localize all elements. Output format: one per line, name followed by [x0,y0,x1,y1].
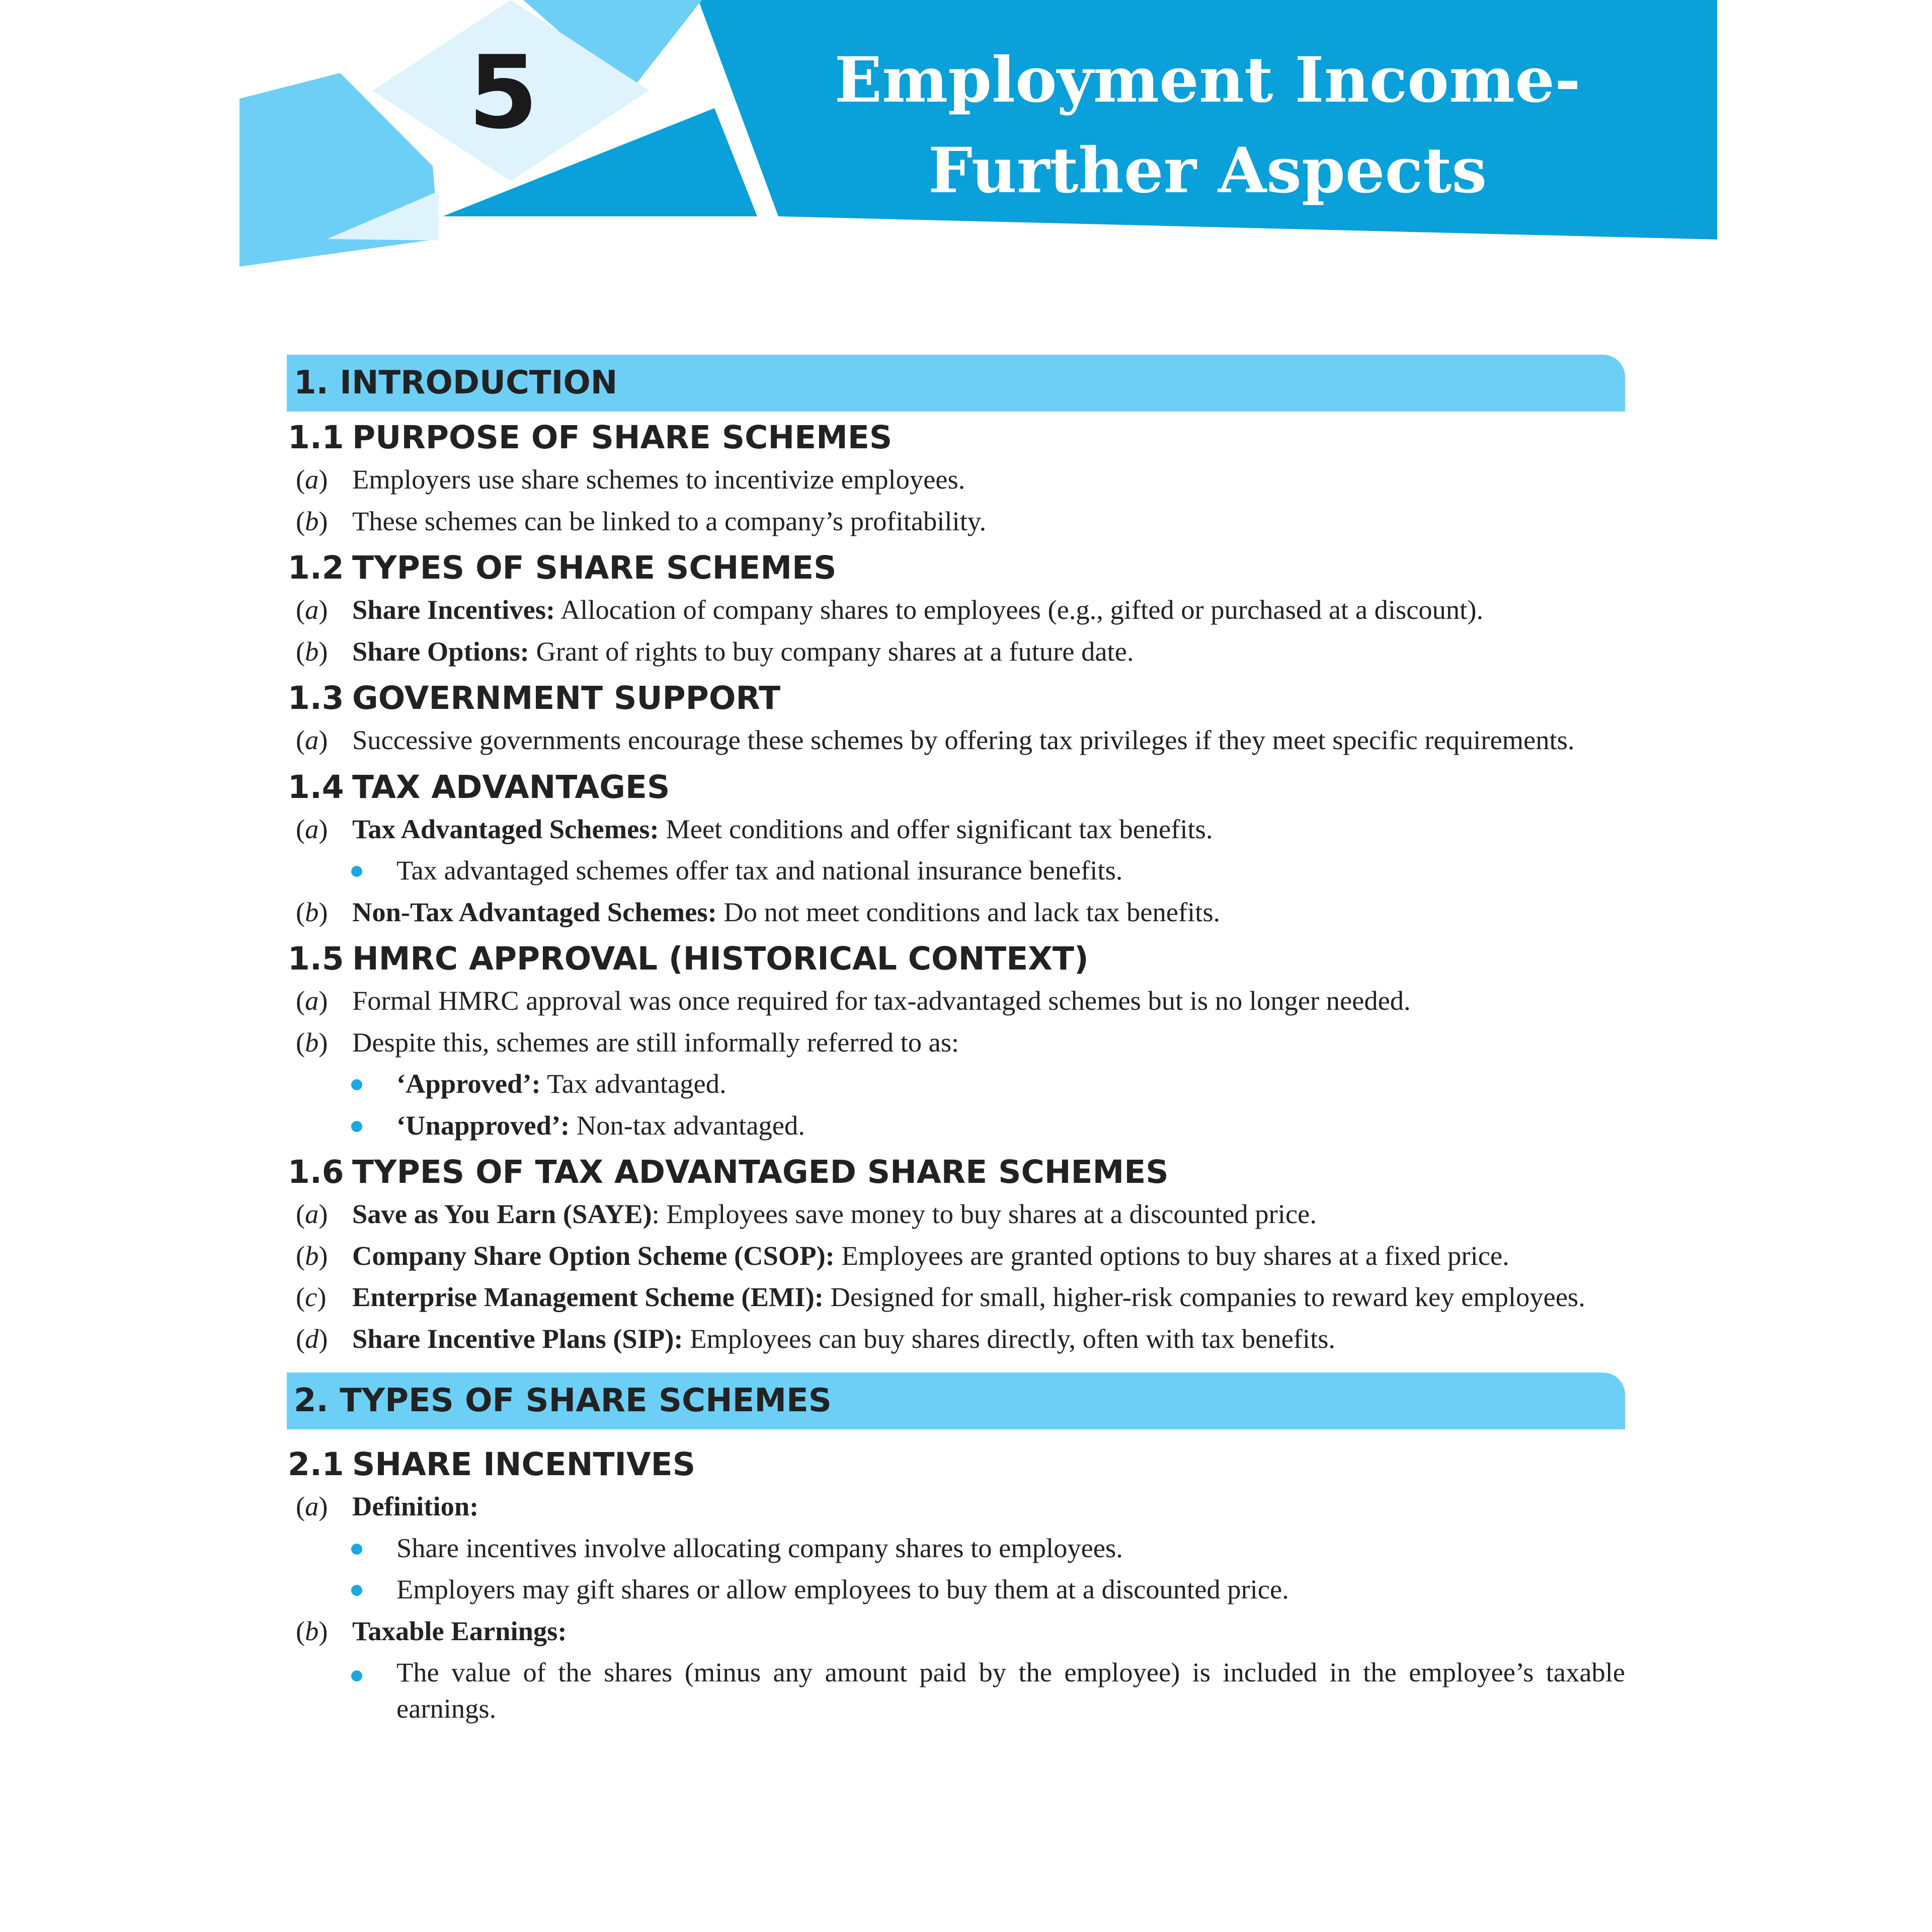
page-content [287,355,1625,1727]
subheading-title: PURPOSE OF SHARE SCHEMES [352,419,893,456]
list-item: (b) Share Options: Grant of rights to buy company shares at a future date. [296,635,1134,667]
subheading-types-of-share-schemes [287,547,1625,589]
bullet-icon [351,866,362,877]
subheading-title: GOVERNMENT SUPPORT [352,680,781,716]
list-item: (c) Enterprise Management Scheme (EMI): Designed for small, higher-risk companies to reward key employees. [296,1281,1585,1312]
chapter-header-banner [0,0,1932,272]
list-item: (a) Share Incentives: Allocation of company shares to employees (e.g., gifted or purchased at a discount). [296,594,1484,625]
list-item: (b) Non-Tax Advantaged Schemes: Do not meet conditions and lack tax benefits. [296,896,1221,927]
subheading-number: 2.1 [288,1446,344,1483]
bullet-item: Employers may gift shares or allow employees to buy them at a discounted price. [287,1569,1625,1611]
list-item: (b) Taxable Earnings: [296,1615,567,1646]
subheading-government-support [287,677,1625,719]
subheading-tax-advantages [287,766,1625,809]
bullet-item: The value of the shares (minus any amount paid by the employee) is included in the employee’s taxable earnings. [287,1652,1625,1727]
bullet-icon [351,1544,362,1555]
subheading-share-incentives [287,1443,1625,1486]
bullet-icon [351,1670,362,1681]
subheading-number: 1.4 [288,768,344,806]
bullet-item: Share incentives involve allocating company shares to employees. [287,1527,1625,1569]
bullet-icon [351,1079,362,1090]
list-item: (a) Successive governments encourage these schemes by offering tax privileges if they meet specific requirements. [296,725,1575,755]
section-heading-introduction [287,355,1625,412]
bullet-item: Tax advantaged schemes offer tax and national insurance benefits. [287,850,1625,892]
subheading-number: 1.1 [288,419,344,456]
subheading-number: 1.6 [288,1154,344,1190]
section-title: 1. INTRODUCTION [294,364,618,401]
bullet-item: ‘Unapproved’: Non-tax advantaged. [287,1105,1625,1147]
bullet-icon [351,1121,362,1132]
list-item: (a) Definition: [296,1491,479,1521]
list-item: (d) Share Incentive Plans (SIP): Employees can buy shares directly, often with tax benefits. [296,1323,1336,1354]
subheading-title: HMRC APPROVAL (HISTORICAL CONTEXT) [352,940,1089,977]
list-item: (a) Employers use share schemes to incentivize employees. [296,464,965,495]
subheading-number: 1.2 [288,549,344,586]
subheading-number: 1.5 [288,940,344,977]
list-item: (b) Despite this, schemes are still informally referred to as: [296,1026,959,1058]
subheading-number: 1.3 [288,680,344,716]
bullet-item: ‘Approved’: Tax advantaged. [287,1063,1625,1105]
list-item: (b) Company Share Option Scheme (CSOP): Employees are granted options to buy shares at a fixed price. [296,1240,1509,1271]
section-heading-types-of-share-schemes [287,1373,1625,1429]
subheading-title: TAX ADVANTAGES [352,768,670,806]
list-item: (a) Tax Advantaged Schemes: Meet conditions and offer significant tax benefits. [296,813,1213,844]
subheading-title: SHARE INCENTIVES [352,1446,696,1483]
subheading-title: TYPES OF SHARE SCHEMES [352,549,837,586]
chapter-number: 5 [468,34,538,151]
subheading-purpose-of-share-schemes [287,417,1625,459]
section-title: 2. TYPES OF SHARE SCHEMES [294,1382,832,1419]
subheading-hmrc-approval [287,938,1625,980]
subheading-title: TYPES OF TAX ADVANTAGED SHARE SCHEMES [352,1154,1169,1190]
bullet-icon [351,1585,362,1596]
list-item: (b) These schemes can be linked to a company’s profitability. [296,505,987,536]
list-item: (a) Formal HMRC approval was once required for tax-advantaged schemes but is no longer needed. [296,985,1411,1016]
chapter-title [785,35,1630,216]
chapter-title-line-2: Further Aspects [928,134,1487,207]
chapter-title-line-1: Employment Income- [834,44,1581,117]
subheading-types-of-tax-advantaged-share-schemes [287,1151,1625,1193]
list-item: (a) Save as You Earn (SAYE): Employees save money to buy shares at a discounted price. [296,1198,1317,1229]
